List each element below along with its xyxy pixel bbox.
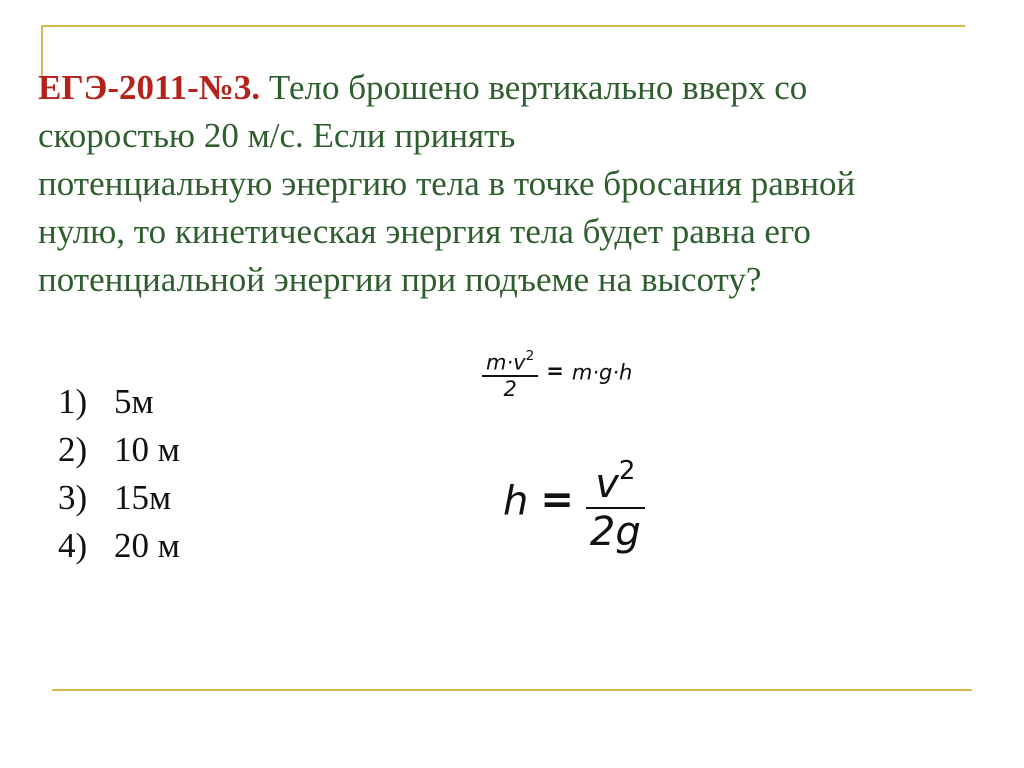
fraction-numerator: $v^2$ — [595, 456, 636, 508]
question-text — [38, 64, 988, 304]
answer-text: 15м — [114, 478, 172, 517]
top-divider — [41, 25, 965, 27]
answer-number: 4) — [58, 526, 88, 565]
height-symbol: h — [503, 478, 529, 525]
fraction-denominator: 2g — [589, 509, 641, 556]
answer-option-3 — [58, 474, 180, 522]
answer-list — [58, 378, 180, 570]
answer-text: 10 м — [114, 430, 180, 469]
potential-energy-term: m·g·h — [571, 360, 633, 385]
fraction-numerator: $m\cdot v^2$ — [486, 348, 535, 375]
answer-text: 5м — [114, 382, 154, 421]
question-number: ЕГЭ-2011-№3. — [38, 68, 261, 107]
question-line-3: потенциальную энергию тела в точке бросания равной — [38, 164, 856, 203]
equals-sign: = — [546, 359, 564, 384]
bottom-divider — [52, 689, 972, 691]
answer-option-2 — [58, 426, 180, 474]
question-line-4: нулю, то кинетическая энергия тела будет равна его — [38, 212, 811, 251]
question-line-5: потенциальной энергии при подъеме на высоту? — [38, 260, 762, 299]
answer-option-4 — [58, 522, 180, 570]
answer-number: 1) — [58, 382, 88, 421]
question-line-1: Тело брошено вертикально вверх со — [260, 68, 808, 107]
equals-sign: = — [540, 476, 574, 523]
energy-equation — [482, 344, 632, 401]
answer-option-1 — [58, 378, 180, 426]
fraction-denominator: 2 — [503, 376, 517, 401]
answer-text: 20 м — [114, 526, 180, 565]
kinetic-energy-fraction — [482, 344, 538, 401]
height-equation — [503, 448, 645, 555]
answer-number: 3) — [58, 478, 88, 517]
height-fraction — [586, 448, 645, 555]
question-line-2: скоростью 20 м/с. Если принять — [38, 116, 516, 155]
answer-number: 2) — [58, 430, 88, 469]
